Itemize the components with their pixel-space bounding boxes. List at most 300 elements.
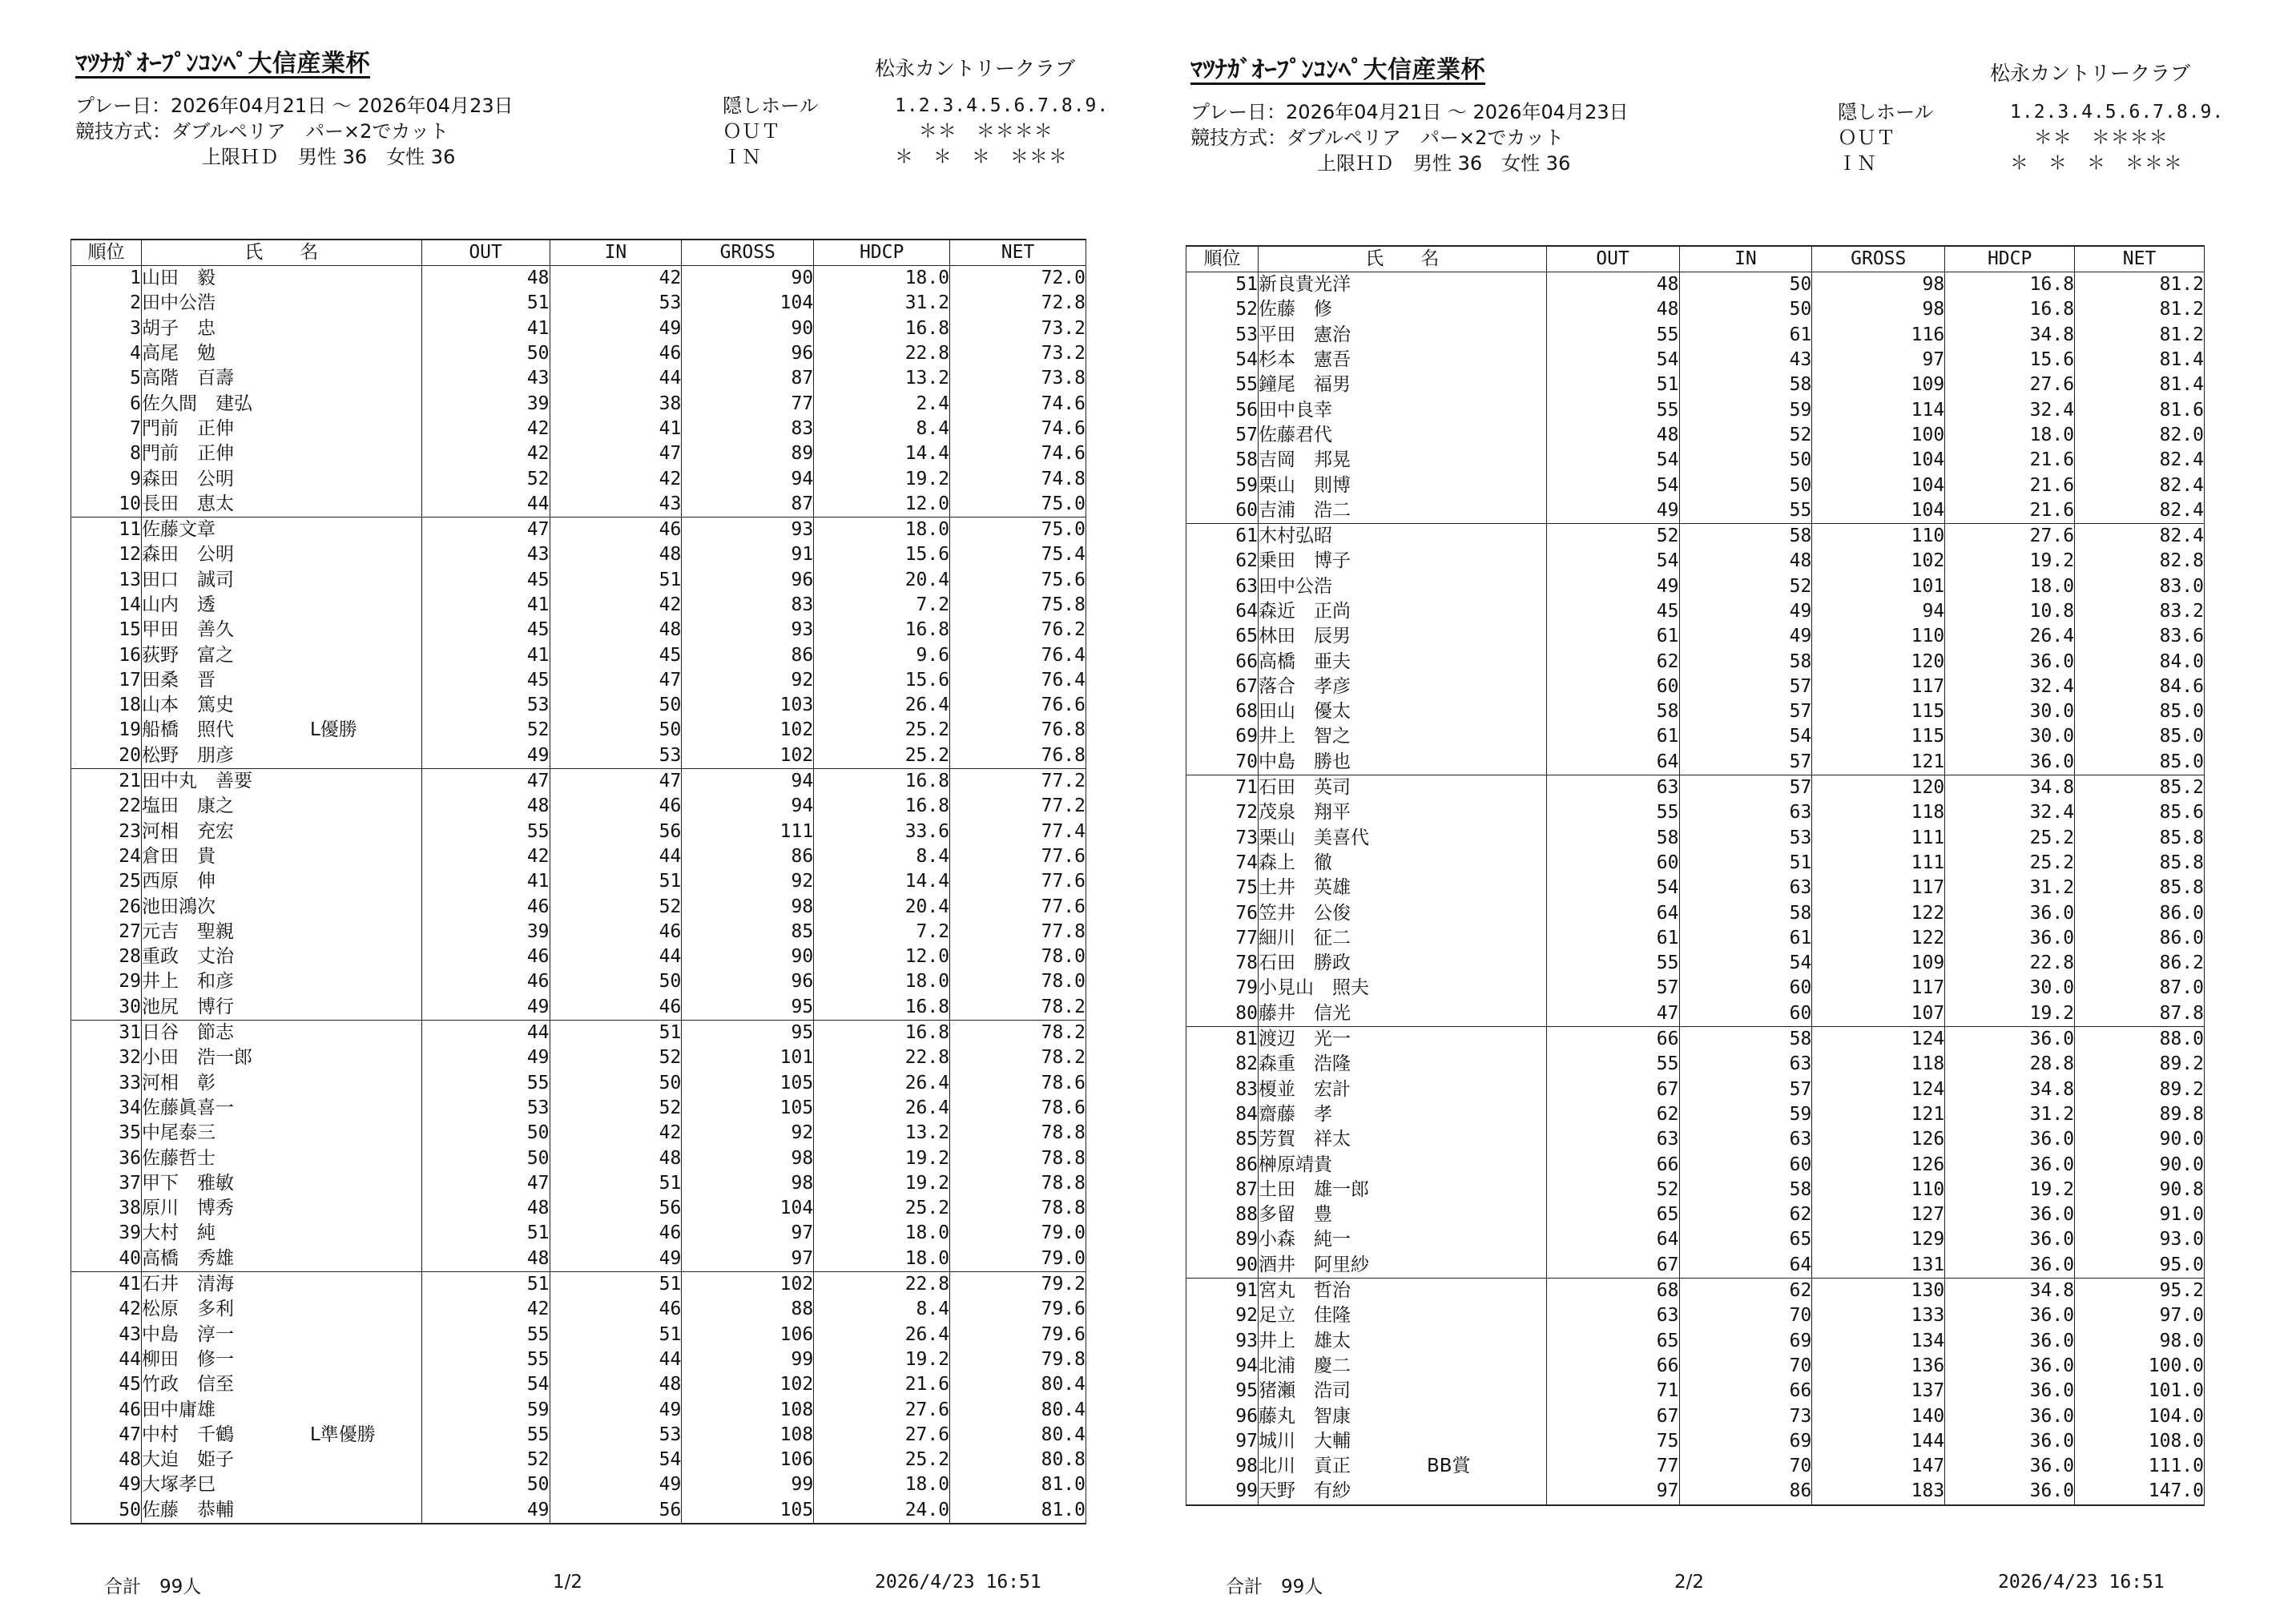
player-name: 大村 純: [141, 1222, 216, 1244]
player-name: 田口 誠司: [141, 569, 234, 590]
out-cell: 52: [1546, 1178, 1679, 1202]
in-cell: 47: [550, 441, 682, 466]
hdcp-cell: 18.0: [1945, 423, 2075, 448]
player-name: 塩田 康之: [141, 795, 234, 817]
player-name: 山田 毅: [141, 268, 216, 289]
out-cell: 60: [1546, 851, 1679, 876]
gross-cell: 102: [682, 743, 814, 769]
in-cell: 63: [1679, 876, 1812, 900]
rank-header: 順位: [71, 240, 142, 266]
rank-cell: 41: [71, 1271, 142, 1297]
name-cell: [141, 316, 421, 341]
gross-cell: 129: [1812, 1227, 1945, 1252]
rank-cell: 34: [71, 1096, 142, 1121]
table-row: [71, 969, 1086, 994]
name-cell: [1258, 1127, 1546, 1152]
in-cell: 56: [550, 1498, 682, 1524]
in-cell: 44: [550, 844, 682, 869]
name-header: 氏 名: [141, 240, 421, 266]
net-cell: 89.8: [2075, 1102, 2205, 1127]
out-cell: 48: [421, 1196, 550, 1221]
player-name: 酒井 阿里紗: [1258, 1254, 1369, 1275]
hdcp-cell: 16.8: [814, 618, 950, 642]
net-cell: 79.2: [950, 1271, 1086, 1297]
rank-cell: 66: [1186, 649, 1259, 674]
table-header: [71, 240, 1086, 266]
player-name: 栗山 美喜代: [1258, 827, 1369, 848]
gross-cell: 122: [1812, 926, 1945, 951]
table-row: [71, 341, 1086, 366]
out-cell: 43: [421, 366, 550, 391]
hdcp-cell: 25.2: [814, 1448, 950, 1472]
out-cell: 53: [421, 1096, 550, 1121]
net-cell: 78.0: [950, 944, 1086, 969]
hdcp-cell: 8.4: [814, 1297, 950, 1322]
in-cell: 53: [550, 743, 682, 769]
rank-cell: 13: [71, 568, 142, 593]
hdcp-cell: 21.6: [814, 1372, 950, 1397]
out-cell: 46: [421, 969, 550, 994]
name-cell: [141, 466, 421, 491]
table-row: [71, 693, 1086, 718]
out-cell: 63: [1546, 775, 1679, 800]
name-cell: [1258, 1178, 1546, 1202]
table-row: [1186, 851, 2205, 876]
hdcp-cell: 25.2: [1945, 826, 2075, 851]
player-name: 小田 浩一郎: [141, 1047, 252, 1069]
gross-cell: 107: [1812, 1001, 1945, 1027]
hdcp-cell: 34.8: [1945, 775, 2075, 800]
in-cell: 44: [550, 366, 682, 391]
net-cell: 72.8: [950, 291, 1086, 316]
table-row: [71, 366, 1086, 391]
table-row: [1186, 423, 2205, 448]
name-cell: [141, 517, 421, 542]
gross-cell: 137: [1812, 1379, 1945, 1404]
in-cell: 70: [1679, 1303, 1812, 1328]
name-cell: [1258, 976, 1546, 1001]
in-cell: 62: [1679, 1202, 1812, 1227]
in-cell: 49: [1679, 599, 1812, 624]
player-name: 佐久間 建弘: [141, 393, 252, 414]
rank-cell: 14: [71, 593, 142, 618]
player-name: 木村弘昭: [1258, 526, 1332, 547]
name-cell: [1258, 1001, 1546, 1027]
hdcp-cell: 36.0: [1945, 1303, 2075, 1328]
rank-cell: 20: [71, 743, 142, 769]
table-row: [71, 291, 1086, 316]
table-row: [71, 1397, 1086, 1422]
player-name: 土田 雄一郎: [1258, 1178, 1369, 1200]
name-cell: [1258, 649, 1546, 674]
out-cell: 97: [1546, 1479, 1679, 1504]
name-cell: [1258, 750, 1546, 775]
gross-cell: 94: [682, 794, 814, 819]
out-cell: 55: [421, 1423, 550, 1448]
rank-cell: 52: [1186, 297, 1259, 322]
table-row: [71, 492, 1086, 518]
player-name: 杉本 憲吾: [1258, 349, 1351, 371]
name-cell: [1258, 1052, 1546, 1077]
award-note: BB賞: [1426, 1455, 1471, 1476]
hdcp-cell: 18.0: [814, 1221, 950, 1246]
table-row: [1186, 724, 2205, 749]
table-row: [1186, 297, 2205, 322]
table-row: [1186, 397, 2205, 422]
hdcp-cell: 26.4: [814, 1322, 950, 1347]
competition-title: ﾏﾂﾅｶﾞｵｰﾌﾟﾝｺﾝﾍﾟ大信産業杯: [75, 50, 370, 78]
in-header: IN: [1679, 246, 1812, 272]
in-cell: 48: [550, 1146, 682, 1170]
out-cell: 41: [421, 642, 550, 667]
table-row: [71, 1096, 1086, 1121]
player-name: 鐘尾 福男: [1258, 374, 1351, 396]
hdcp-cell: 8.4: [814, 417, 950, 441]
out-cell: 51: [421, 1221, 550, 1246]
in-cell: 49: [550, 1472, 682, 1497]
rank-cell: 53: [1186, 323, 1259, 348]
player-name: 林田 辰男: [1258, 626, 1351, 647]
rank-cell: 24: [71, 844, 142, 869]
net-cell: 82.0: [2075, 423, 2205, 448]
net-cell: 90.0: [2075, 1152, 2205, 1177]
name-cell: [1258, 900, 1546, 925]
player-name: 天野 有紗: [1258, 1480, 1351, 1502]
hdcp-cell: 10.8: [1945, 599, 2075, 624]
table-row: [71, 1071, 1086, 1096]
table-row: [1186, 876, 2205, 900]
footer-page-number: 1/2: [553, 1572, 583, 1593]
hdcp-cell: 26.4: [814, 1096, 950, 1121]
net-cell: 77.6: [950, 844, 1086, 869]
net-cell: 83.0: [2075, 574, 2205, 599]
hdcp-cell: 36.0: [1945, 1227, 2075, 1252]
rank-cell: 49: [71, 1472, 142, 1497]
name-cell: [1258, 876, 1546, 900]
net-cell: 76.8: [950, 743, 1086, 769]
hdcp-cell: 21.6: [1945, 448, 2075, 473]
in-cell: 60: [1679, 1152, 1812, 1177]
table-row: [71, 642, 1086, 667]
net-cell: 90.0: [2075, 1127, 2205, 1152]
gross-cell: 90: [682, 266, 814, 292]
table-row: [1186, 323, 2205, 348]
name-cell: [141, 1448, 421, 1472]
player-name: 中島 淳一: [141, 1323, 234, 1345]
in-cell: 58: [1679, 1026, 1812, 1052]
out-cell: 77: [1546, 1454, 1679, 1479]
out-cell: 50: [421, 1472, 550, 1497]
rank-cell: 90: [1186, 1253, 1259, 1279]
table-row: [71, 668, 1086, 693]
in-cell: 50: [1679, 297, 1812, 322]
hdcp-cell: 31.2: [1945, 876, 2075, 900]
rank-cell: 1: [71, 266, 142, 292]
name-cell: [141, 969, 421, 994]
net-cell: 78.2: [950, 1020, 1086, 1045]
in-cell: 51: [550, 1271, 682, 1297]
name-cell: [141, 568, 421, 593]
rank-cell: 39: [71, 1221, 142, 1246]
net-cell: 91.0: [2075, 1202, 2205, 1227]
in-cell: 51: [550, 869, 682, 894]
in-cell: 65: [1679, 1227, 1812, 1252]
hdcp-cell: 16.8: [814, 995, 950, 1021]
player-name: 森上 徹: [1258, 852, 1332, 873]
out-cell: 61: [1546, 926, 1679, 951]
net-cell: 74.6: [950, 417, 1086, 441]
name-cell: [1258, 624, 1546, 649]
rank-cell: 5: [71, 366, 142, 391]
player-name: 芳賀 祥太: [1258, 1129, 1351, 1150]
net-cell: 73.2: [950, 341, 1086, 366]
table-row: [1186, 348, 2205, 373]
gross-cell: 133: [1812, 1303, 1945, 1328]
out-cell: 50: [421, 1121, 550, 1146]
out-cell: 49: [1546, 574, 1679, 599]
out-cell: 68: [1546, 1278, 1679, 1303]
gross-cell: 116: [1812, 323, 1945, 348]
hdcp-cell: 31.2: [1945, 1102, 2075, 1127]
hdcp-cell: 7.2: [814, 920, 950, 944]
out-cell: 55: [1546, 323, 1679, 348]
name-cell: [1258, 1328, 1546, 1353]
table-row: [71, 1121, 1086, 1146]
player-name: 甲田 善久: [141, 619, 234, 641]
table-row: [71, 1423, 1086, 1448]
table-row: [71, 266, 1086, 292]
player-name: 中村 千鶴: [141, 1424, 234, 1445]
player-name: 北川 貢正: [1258, 1456, 1351, 1477]
player-name: 平田 憲治: [1258, 324, 1351, 345]
gross-cell: 110: [1812, 523, 1945, 549]
in-cell: 57: [1679, 1077, 1812, 1102]
name-cell: [1258, 951, 1546, 976]
award-note: L優勝: [309, 719, 357, 741]
in-cell: 55: [1679, 498, 1812, 524]
hdcp-cell: 16.8: [814, 316, 950, 341]
rank-cell: 21: [71, 768, 142, 794]
gross-cell: 85: [682, 920, 814, 944]
rank-cell: 17: [71, 668, 142, 693]
name-cell: [1258, 297, 1546, 322]
in-cell: 50: [1679, 448, 1812, 473]
player-name: 栗山 則博: [1258, 474, 1351, 496]
club-name: 松永カントリークラブ: [1990, 62, 2191, 85]
in-cell: 53: [1679, 826, 1812, 851]
table-row: [71, 894, 1086, 919]
gross-cell: 131: [1812, 1253, 1945, 1279]
in-cell: 53: [550, 291, 682, 316]
rank-cell: 47: [71, 1423, 142, 1448]
table-row: [1186, 1479, 2205, 1504]
rank-cell: 30: [71, 995, 142, 1021]
out-cell: 51: [421, 1271, 550, 1297]
net-cell: 87.0: [2075, 976, 2205, 1001]
name-cell: [141, 1372, 421, 1397]
out-cell: 66: [1546, 1354, 1679, 1379]
name-cell: [1258, 1278, 1546, 1303]
results-table: [1186, 245, 2205, 1506]
name-cell: [1258, 851, 1546, 876]
out-label: ＯＵＴ: [723, 120, 780, 143]
name-cell: [1258, 1077, 1546, 1102]
in-cell: 45: [550, 642, 682, 667]
rank-cell: 62: [1186, 549, 1259, 574]
hdcp-cell: 18.0: [1945, 574, 2075, 599]
hdcp-cell: 36.0: [1945, 1253, 2075, 1279]
rank-cell: 78: [1186, 951, 1259, 976]
name-cell: [1258, 699, 1546, 724]
in-cell: 57: [1679, 775, 1812, 800]
gross-cell: 98: [682, 894, 814, 919]
net-cell: 77.6: [950, 869, 1086, 894]
hdcp-cell: 13.2: [814, 1121, 950, 1146]
in-cell: 51: [550, 1171, 682, 1196]
out-cell: 47: [1546, 1001, 1679, 1027]
name-cell: [1258, 1102, 1546, 1127]
rank-header: 順位: [1186, 246, 1259, 272]
net-cell: 76.4: [950, 668, 1086, 693]
gross-cell: 105: [682, 1096, 814, 1121]
out-cell: 63: [1546, 1303, 1679, 1328]
rank-cell: 76: [1186, 900, 1259, 925]
net-cell: 73.8: [950, 366, 1086, 391]
out-cell: 60: [1546, 675, 1679, 699]
gross-cell: 101: [682, 1045, 814, 1070]
rank-cell: 15: [71, 618, 142, 642]
gross-cell: 89: [682, 441, 814, 466]
player-name: 井上 和彦: [141, 971, 234, 993]
net-cell: 78.6: [950, 1071, 1086, 1096]
gross-cell: 102: [682, 718, 814, 743]
table-row: [71, 820, 1086, 844]
out-cell: 57: [1546, 976, 1679, 1001]
player-name: 佐藤文章: [141, 519, 216, 541]
gross-cell: 105: [682, 1071, 814, 1096]
out-cell: 49: [1546, 498, 1679, 524]
rank-cell: 11: [71, 517, 142, 542]
hdcp-cell: 32.4: [1945, 800, 2075, 825]
rank-cell: 77: [1186, 926, 1259, 951]
table-row: [71, 768, 1086, 794]
table-row: [1186, 750, 2205, 775]
net-cell: 78.8: [950, 1121, 1086, 1146]
in-cell: 51: [550, 1020, 682, 1045]
hdcp-cell: 33.6: [814, 820, 950, 844]
gross-cell: 115: [1812, 724, 1945, 749]
hdcp-cell: 36.0: [1945, 1429, 2075, 1454]
table-row: [1186, 1454, 2205, 1479]
out-cell: 55: [421, 1322, 550, 1347]
gross-cell: 96: [682, 568, 814, 593]
out-cell: 52: [421, 1448, 550, 1472]
hdcp-cell: 30.0: [1945, 976, 2075, 1001]
out-cell: 62: [1546, 1102, 1679, 1127]
out-cell: 48: [1546, 423, 1679, 448]
player-name: 笠井 公俊: [1258, 902, 1351, 924]
gross-cell: 108: [682, 1423, 814, 1448]
out-cell: 45: [1546, 599, 1679, 624]
hdcp-cell: 25.2: [814, 743, 950, 769]
player-name: 大塚孝巳: [141, 1474, 216, 1496]
in-cell: 46: [550, 920, 682, 944]
hdcp-cell: 36.0: [1945, 1127, 2075, 1152]
name-cell: [141, 618, 421, 642]
rank-cell: 72: [1186, 800, 1259, 825]
player-name: 田山 優太: [1258, 701, 1351, 723]
out-cell: 44: [421, 492, 550, 518]
net-cell: 80.4: [950, 1423, 1086, 1448]
table-row: [71, 743, 1086, 769]
name-cell: [1258, 1454, 1546, 1479]
table-row: [1186, 498, 2205, 524]
out-cell: 50: [421, 341, 550, 366]
hdcp-cell: 36.0: [1945, 1454, 2075, 1479]
rank-cell: 95: [1186, 1379, 1259, 1404]
rank-cell: 26: [71, 894, 142, 919]
hdcp-cell: 19.2: [814, 1171, 950, 1196]
in-cell: 86: [1679, 1479, 1812, 1504]
gross-cell: 117: [1812, 675, 1945, 699]
in-cell: 49: [550, 316, 682, 341]
net-cell: 104.0: [2075, 1404, 2205, 1428]
name-cell: [141, 1472, 421, 1497]
rank-cell: 92: [1186, 1303, 1259, 1328]
net-cell: 79.0: [950, 1221, 1086, 1246]
name-cell: [141, 1146, 421, 1170]
gross-cell: 130: [1812, 1278, 1945, 1303]
gross-cell: 124: [1812, 1026, 1945, 1052]
table-row: [71, 1171, 1086, 1196]
name-cell: [141, 1246, 421, 1272]
rank-cell: 64: [1186, 599, 1259, 624]
net-cell: 147.0: [2075, 1479, 2205, 1504]
hdcp-cell: 14.4: [814, 869, 950, 894]
gross-cell: 77: [682, 391, 814, 416]
table-row: [71, 517, 1086, 542]
rank-cell: 6: [71, 391, 142, 416]
net-cell: 79.8: [950, 1347, 1086, 1372]
gross-cell: 104: [682, 291, 814, 316]
gross-cell: 92: [682, 1121, 814, 1146]
rank-cell: 83: [1186, 1077, 1259, 1102]
gross-cell: 98: [1812, 272, 1945, 298]
in-label: ＩＮ: [1838, 152, 1876, 175]
hdcp-cell: 27.6: [814, 1397, 950, 1422]
player-name: 荻野 富之: [141, 644, 234, 666]
table-row: [1186, 1253, 2205, 1279]
out-cell: 41: [421, 316, 550, 341]
name-cell: [141, 894, 421, 919]
out-cell: 46: [421, 894, 550, 919]
net-cell: 81.4: [2075, 348, 2205, 373]
hdcp-cell: 36.0: [1945, 649, 2075, 674]
table-row: [71, 1297, 1086, 1322]
hdcp-cell: 32.4: [1945, 675, 2075, 699]
in-hidden-marks: ＊ ＊ ＊ ＊＊＊: [895, 147, 1068, 167]
hdcp-cell: 24.0: [814, 1498, 950, 1524]
player-name: 中島 勝也: [1258, 751, 1351, 772]
out-cell: 49: [421, 743, 550, 769]
net-cell: 81.2: [2075, 323, 2205, 348]
name-cell: [141, 391, 421, 416]
table-row: [1186, 951, 2205, 976]
in-cell: 59: [1679, 1102, 1812, 1127]
gross-cell: 120: [1812, 775, 1945, 800]
player-name: 山本 篤史: [141, 695, 234, 716]
net-cell: 82.4: [2075, 448, 2205, 473]
